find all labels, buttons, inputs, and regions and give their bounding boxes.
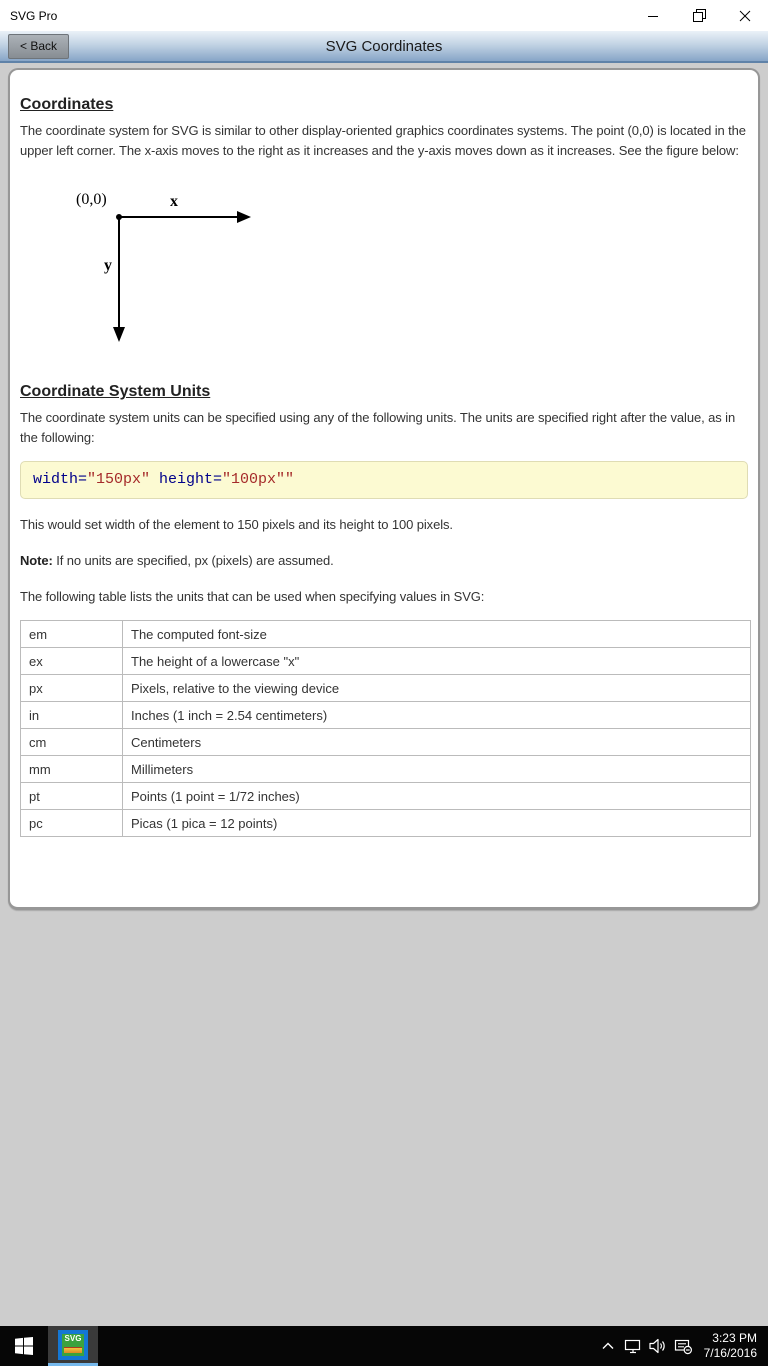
- restore-button[interactable]: [676, 0, 722, 31]
- table-row: [21, 810, 751, 837]
- clock-date: 7/16/2016: [703, 1346, 757, 1360]
- system-tray: [596, 1326, 768, 1366]
- page-background: [0, 63, 768, 1326]
- code-snippet: [20, 461, 748, 499]
- table-row: [21, 648, 751, 675]
- code-value: "100px"": [222, 471, 295, 488]
- title-bar: [0, 0, 768, 31]
- note-label: Note:: [20, 553, 53, 568]
- unit-cell: pc: [21, 810, 123, 837]
- table-row: [21, 675, 751, 702]
- note-text: If no units are specified, px (pixels) are assumed.: [52, 553, 334, 568]
- description-cell: Pixels, relative to the viewing device: [123, 675, 751, 702]
- unit-cell: in: [21, 702, 123, 729]
- table-row: [21, 702, 751, 729]
- start-button[interactable]: [0, 1326, 48, 1366]
- close-icon: [739, 10, 751, 22]
- network-icon: [624, 1338, 642, 1355]
- description-cell: Points (1 point = 1/72 inches): [123, 783, 751, 810]
- coordinates-paragraph: The coordinate system for SVG is similar to other display-oriented graphics coordinates systems. The point (0,0) is located in the upper left corner. The x-axis moves to the right as it increases and the y-axis moves down as it increases. See the figure below:: [20, 123, 746, 158]
- minimize-icon: [647, 10, 659, 22]
- network-button[interactable]: [621, 1326, 646, 1366]
- table-row: [21, 729, 751, 756]
- description-cell: The computed font-size: [123, 621, 751, 648]
- description-cell: Millimeters: [123, 756, 751, 783]
- tray-overflow-button[interactable]: [596, 1326, 621, 1366]
- restore-icon: [693, 9, 706, 22]
- clock-time: 3:23 PM: [712, 1331, 757, 1345]
- volume-button[interactable]: [646, 1326, 671, 1366]
- unit-cell: pt: [21, 783, 123, 810]
- x-axis-label: x: [170, 193, 178, 210]
- svg-pro-app-icon: [58, 1330, 88, 1360]
- result-paragraph: This would set width of the element to 150 pixels and its height to 100 pixels.: [20, 517, 453, 532]
- description-cell: Centimeters: [123, 729, 751, 756]
- back-button[interactable]: < Back: [8, 34, 69, 59]
- chevron-up-icon: [601, 1340, 615, 1352]
- window-controls: [630, 0, 768, 31]
- unit-cell: mm: [21, 756, 123, 783]
- svg-pro-app-icon-bar: [64, 1347, 82, 1353]
- unit-cell: px: [21, 675, 123, 702]
- unit-cell: em: [21, 621, 123, 648]
- table-row: [21, 756, 751, 783]
- description-cell: Inches (1 inch = 2.54 centimeters): [123, 702, 751, 729]
- close-button[interactable]: [722, 0, 768, 31]
- taskbar-app-svg-pro[interactable]: [48, 1326, 98, 1366]
- taskbar: [0, 1326, 768, 1366]
- window-title: SVG Pro: [10, 8, 58, 23]
- y-axis-label: y: [104, 257, 112, 274]
- action-center-icon: [674, 1338, 693, 1355]
- coordinates-heading: Coordinates: [20, 96, 114, 113]
- units-heading: Coordinate System Units: [20, 383, 211, 400]
- table-intro-paragraph: The following table lists the units that can be used when specifying values in SVG:: [20, 589, 485, 604]
- note-paragraph: [20, 551, 748, 571]
- action-center-button[interactable]: [671, 1326, 696, 1366]
- svg-pro-app-icon-text: SVG: [64, 1333, 82, 1343]
- page-title: SVG Coordinates: [325, 37, 443, 55]
- description-cell: Picas (1 pica = 12 points): [123, 810, 751, 837]
- unit-cell: ex: [21, 648, 123, 675]
- code-keyword: height=: [150, 471, 223, 488]
- table-row: [21, 783, 751, 810]
- content-card: [8, 68, 760, 910]
- minimize-button[interactable]: [630, 0, 676, 31]
- code-value: "150px": [87, 471, 151, 488]
- coordinate-axes-figure: [60, 175, 390, 361]
- windows-logo-icon: [15, 1337, 33, 1355]
- unit-cell: cm: [21, 729, 123, 756]
- origin-label: (0,0): [76, 191, 107, 208]
- units-paragraph: The coordinate system units can be specified using any of the following units. The units are specified right after the value, as in the following:: [20, 410, 736, 445]
- description-cell: The height of a lowercase "x": [123, 648, 751, 675]
- table-row: [21, 621, 751, 648]
- code-keyword: width=: [33, 471, 88, 488]
- app-header: [0, 31, 768, 63]
- taskbar-clock[interactable]: [704, 1331, 757, 1361]
- units-table: [20, 620, 751, 837]
- volume-icon: [649, 1338, 667, 1354]
